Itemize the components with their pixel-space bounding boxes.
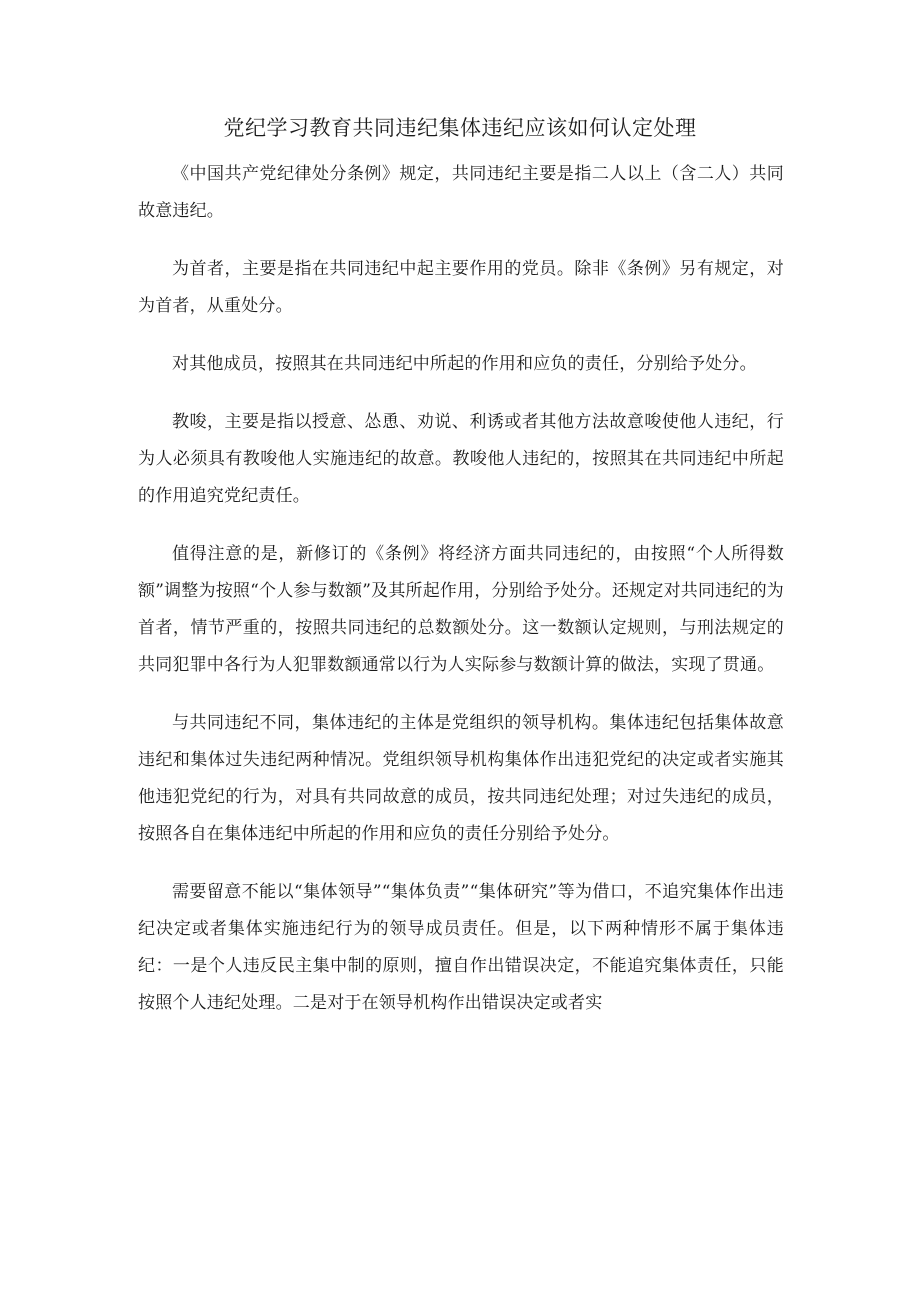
paragraph-amount-rule: 值得注意的是，新修订的《条例》将经济方面共同违纪的，由按照“个人所得数额”调整为按照“个人参与数额”及其所起作用，分别给予处分。还规定对共同违纪的为首者，情节严重的，按照共同违纪的总数额处分。这一数额认定规则，与刑法规定的共同犯罪中各行为人犯罪数额通常以行为人实际参与数额计算的做法，实现了贯通。 <box>138 544 784 675</box>
paragraph-other-members: 对其他成员，按照其在共同违纪中所起的作用和应负的责任，分别给予处分。 <box>172 354 757 374</box>
paragraph-exceptions: 需要留意不能以“集体领导”“集体负责”“集体研究”等为借口，不追究集体作出违纪决定或者集体实施违纪行为的领导成员责任。但是，以下两种情形不属于集体违纪：一是个人违反民主集中制的原则，擅自作出错误决定，不能追究集体责任，只能按照个人违纪处理。二是对于在领导机构作出错误决定或者实 <box>138 882 784 1013</box>
paragraph-leader: 为首者，主要是指在共同违纪中起主要作用的党员。除非《条例》另有规定，对为首者，从重处分。 <box>138 259 784 316</box>
paragraph-collective-violation: 与共同违纪不同，集体违纪的主体是党组织的领导机构。集体违纪包括集体故意违纪和集体过失违纪两种情况。党组织领导机构集体作出违犯党纪的决定或者实施其他违犯党纪的行为，对具有共同故意的成员，按共同违纪处理；对过失违纪的成员，按照各自在集体违纪中所起的作用和应负的责任分别给予处分。 <box>138 713 784 844</box>
paragraph-definition: 《中国共产党纪律处分条例》规定，共同违纪主要是指二人以上（含二人）共同故意违纪。 <box>138 164 784 221</box>
document-body <box>138 156 784 1043</box>
paragraph-instigation: 教唆，主要是指以授意、怂恿、劝说、利诱或者其他方法故意唆使他人违纪，行为人必须具有教唆他人实施违纪的故意。教唆他人违纪的，按照其在共同违纪中所起的作用追究党纪责任。 <box>138 412 784 506</box>
document-title: 党纪学习教育共同违纪集体违纪应该如何认定处理 <box>223 116 697 140</box>
